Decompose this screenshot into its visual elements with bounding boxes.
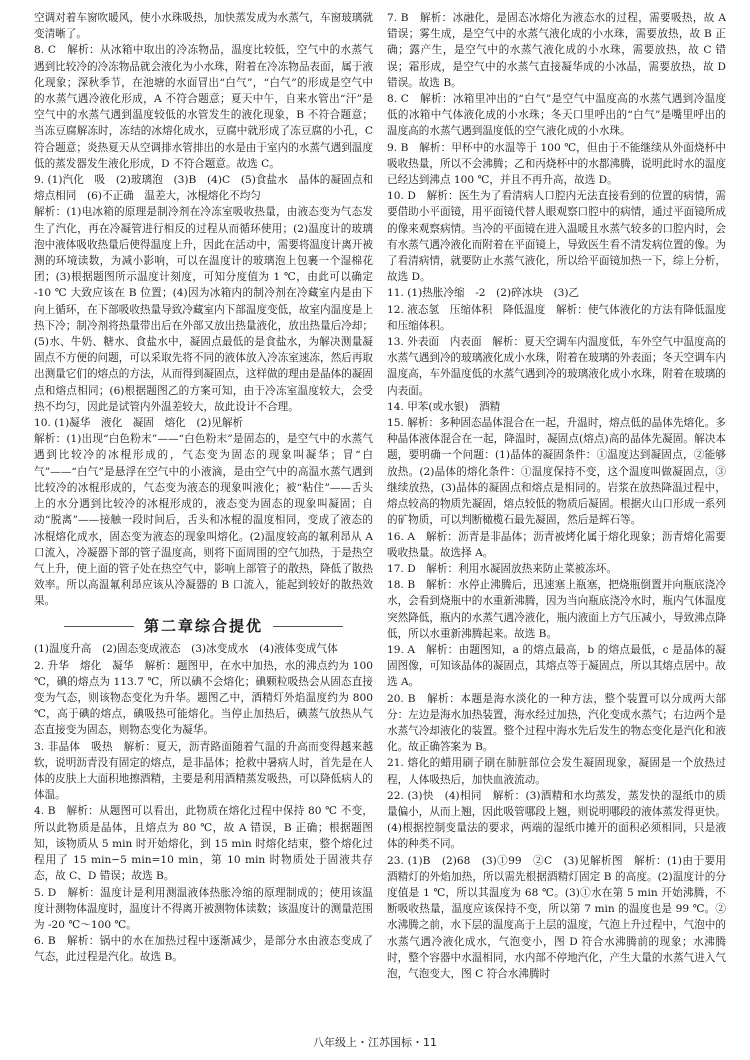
answer-22: 22. (3)快 (4)相同 解析：(3)酒精和水均蒸发，蒸发快的湿纸巾的质量偏小，从而上翘，因此吸管哪段上翘，则说明哪段的液体蒸发得更快。(4)根据控制变量法的要求，两端的湿纸巾摊开的面积必须相同，只是液体的种类不同。 — [387, 789, 726, 851]
answer-9-b: 9. B 解析：甲杯中的水温等于 100 ℃，但由于不能继续从外面烧杯中吸收热量，所以不会沸腾；乙和丙烧杯中的水都沸腾，说明此时水的温度已经达到沸点 100 ℃，并且不再升高，故选 D。 — [387, 141, 726, 187]
answer-21: 21. 熔化的蜡用刷子刷在肺脏部位会发生凝固现象，凝固是一个放热过程，人体吸热后，加快血液流动。 — [387, 757, 726, 786]
right-column — [387, 10, 726, 1030]
answer-20: 20. B 解析：本题是海水淡化的一种方法，整个装置可以分成两大部分：左边是海水加热装置，海水经过加热，汽化变成水蒸气；右边两个是水蒸气冷却液化的装置。整个过程中海水先后发生的物态变化是汽化和液化。故正确答案为 B。 — [387, 692, 726, 754]
answer-6: 6. B 解析：锅中的水在加热过程中逐渐减少，是部分水由液态变成了气态，此过程是汽化。故选 B。 — [34, 935, 373, 964]
answer-text: 空调对着车窗吹暖风，使小水珠吸热，加快蒸发成为水蒸气，车窗玻璃就变清晰了。 — [34, 12, 373, 41]
answer-12: 12. 液态氢 压缩体积 降低温度 解析：使气体液化的方法有降低温度和压缩体积。 — [387, 303, 726, 332]
answer-8: 8. C 解析：从冰箱中取出的冷冻物品，温度比较低，空气中的水蒸气遇到比较冷的冷冻物品就会液化为小水珠，附着在冷冻物品表面，属于液化现象；深秋季节，在池塘的水面冒出“白气”，“白气”的形成是空气中的水蒸气遇冷液化形成，A 不符合题意；夏天中午，自来水管出“汗”是空气中的水蒸气遇到温度较低的水管发生的液化现象，B 不符合题意；当冻豆腐解冻时，冻结的冰熔化成水，豆腐中就形成了冻豆腐的小孔，C 符合题意；炎热夏天从空调排水管排出的水是由于室内的水蒸气遇到温度低的蒸发器发生液化形成，D 不符合题意。故选 C。 — [34, 44, 373, 170]
answer-23: 23. (1)B (2)68 (3)①99 ②C (3)见解析图 解析：(1)由于要用酒精灯的外焰加热，所以需先根据酒精灯固定 B 的高度。(2)温度计的分度值是 1 ℃，所以其温度为 68 ℃。(3)①水在第 5 min 开始沸腾，不断吸收热量，温度应该保持不变，所以第 7 min 的温度也是 99 ℃。②水沸腾之前，水下层的温度高于上层的温度，气泡上升过程中，气泡中的水蒸气遇冷液化成水，气泡变小，图 D 符合水沸腾前的现象；水沸腾时，整个容器中水温相同，水内部不停地汽化，产生大量的水蒸气进入气泡，气泡变大，图 C 符合水沸腾时 — [387, 854, 726, 980]
answer-15: 15. 解析：多种固态晶体混合在一起，升温时，熔点低的晶体先熔化。多种晶体液体混合在一起，降温时，凝固点(熔点)高的晶体先凝固。解决本题，要明确一个问题：(1)晶体的凝固条件：①温度达到凝固点，②能够放热。(2)晶体的熔化条件：①温度保持不变，这个温度叫做凝固点，③继续放热，(3)晶体的凝固点和熔点是相同的。岩浆在放热降温过程中，熔点较高的物质先凝固，熔点较低的物质后凝固。根据火山口形成一系列的矿物质，可以判断橄榄石最先凝固，然后是辉石等。 — [387, 417, 726, 527]
answer-5: 5. D 解析：温度计是利用测温液体热胀冷缩的原理制成的；使用该温度计测物体温度时，温度计不得离开被测物体读数；该温度计的测量范围为 -20 ℃～100 ℃。 — [34, 886, 373, 931]
answer-17: 17. D 解析：利用水凝固放热来防止菜被冻坏。 — [387, 562, 617, 575]
left-column — [34, 10, 373, 1030]
answer-3: 3. 非晶体 吸热 解析：夏天，沥青路面随着气温的升高而变得越来越软，说明沥青没有固定的熔点，是非晶体；抢救中暑病人时，首先是在人体的皮肤上大面积地擦酒精，主要是利用酒精蒸发吸热，可以降低病人的体温。 — [34, 740, 373, 802]
answer-2: 2. 升华 熔化 凝华 解析：题图甲，在水中加热，水的沸点约为 100 ℃，碘的熔点为 113.7 ℃，所以碘不会熔化；碘颗粒吸热会从固态直接变为气态，则该物态变化为升华。题图乙中，酒精灯外焰温度约为 800 ℃，高于碘的熔点，碘吸热可能熔化。当停止加热后，碘蒸气放热从气态直接变为固态，则物态变化为凝华。 — [34, 659, 373, 737]
answer-10-explanation: 解析：(1)出现“白色粉末”——“白色粉末”是固态的，是空气中的水蒸气遇到比较冷的冰棍形成的，气态变为固态的现象叫凝华；冒“白气”——“白气”是悬浮在空气中的小液滴，是由空气中的高温水蒸气遇到比较冷的冰棍形成的，气态变为液态的现象叫液化；被“粘住”——舌头上的水分遇到比较冷的冰棍形成的，液态变为固态的现象叫凝固；自动“脱离”——接触一段时间后，舌头和冰棍的温度相同，变成了液态的冰棍熔化成水，固态变为液态的现象叫熔化。(2)温度较高的氟利昂从 A 口流入，冷凝器下部的管子温度高，则将下面周围的空气加热，于是热空气上升，使上面的管子处在热空气中，影响上部管子的散热，降低了散热效率。所以高温氟利昂应该从冷凝器的 B 口流入，能起到较好的散热效果。 — [34, 433, 373, 608]
answer-10-b: 10. D 解析：医生为了看清病人口腔内无法直接看到的位置的病情，需要借助小平面镜，用平面镜代替人眼观察口腔中的病情，通过平面镜所成的像来观察病情。当冷的平面镜在进入温暖且水蒸气较多的口腔内时，会有水蒸气遇冷液化而附着在平面镜上，导致医生看不清发病位置的像。为了看清病情，就要防止水蒸气液化，所以给平面镜加热一下，综上分析，故选 D。 — [387, 190, 726, 284]
answer-7: 7. B 解析：冰融化，是固态冰熔化为液态水的过程，需要吸热，故 A 错误；雾生成，是空气中的水蒸气液化成的小水珠，需要放热，故 B 正确；露产生，是空气中的水蒸气液化成的小水珠，需要放热，故 C 错误；霜形成，是空气中的水蒸气直接凝华成的小冰晶，需要放热，故 D 错误。故选 B。 — [387, 12, 726, 89]
answer-1: (1)温度升高 (2)固态变成液态 (3)冰变成水 (4)液体变成气体 — [34, 643, 338, 656]
answer-11: 11. (1)热胀冷缩 -2 (2)碎冰块 (3)乙 — [387, 287, 580, 300]
answer-9: 9. (1)汽化 吸 (2)玻璃泡 (3)B (4)C (5)食盐水 晶体的凝固点和熔点相同 (6)不正确 温差大，冰棍熔化不均匀 — [34, 174, 373, 203]
answer-13: 13. 外表面 内表面 解析：夏天空调车内温度低，车外空气中温度高的水蒸气遇到冷的玻璃液化成小水珠，附着在玻璃的外表面；冬天空调车内温度高，车外温度低的水蒸气遇到冷的玻璃液化成小水珠，附着在玻璃的内表面。 — [387, 336, 726, 397]
answer-16: 16. A 解析：沥青是非晶体；沥青被烤化属于熔化现象；沥青熔化需要吸收热量。故选择 A。 — [387, 530, 726, 559]
answer-10: 10. (1)凝华 液化 凝固 熔化 (2)见解析 — [34, 417, 244, 430]
page-footer: 八年级上・江苏国标・11 — [313, 1036, 437, 1049]
answer-19: 19. A 解析：由题图知，a 的熔点最高，b 的熔点最低，c 是晶体的凝固图像，可知该晶体的凝固点，其熔点等于凝固点，所以其熔点居中。故选 A。 — [387, 643, 726, 689]
section-title: 第二章综合提优 — [34, 615, 373, 638]
two-column-body — [34, 10, 726, 1030]
answer-4: 4. B 解析：从题图可以看出，此物质在熔化过程中保持 80 ℃ 不变，所以此物质是晶体，且熔点为 80 ℃，故 A 错误，B 正确；根据题图知，该物质从 5 min 时开始熔化，到 15 min 时熔化结束，整个熔化过程用了 15 min−5 min=10 min，第 10 min 时物质处于固液共存态，故 C、D 错误；故选 B。 — [34, 805, 373, 883]
answer-9-explanation: 解析：(1)电冰箱的原理是制冷剂在冷冻室吸收热量，由液态变为气态发生了汽化，再在冷凝管进行相反的过程从而循环使用；(2)温度计的玻璃泡中液体吸收热量后使得温度上升，因此在活动中，需要将温度计离开被测的环境读数，为减小影响，可以在温度计的玻璃泡上包裹一个湿棉花团；(3)根据题图所示温度计刻度，可知分度值为 1 ℃，由此可以确定 -10 ℃ 大致应该在 B 位置；(4)因为冰箱内的制冷剂在冷藏室内是由下向上循环，在下部吸收热量导致冷藏室内下部温度变低，故室内温度是上热下冷；制冷剂将热量带出后在外部又放出热量液化，放出热量后冷却；(5)水、牛奶、糖水、食盐水中，凝固点最低的是食盐水，为解决测量凝固点不方便的问题，可以采取先将不同的液体放入冷冻室速冻，然后再取出测量它们的熔点的方法，从而得到凝固点，这样做的理由是晶体的凝固点和熔点相同；(6)根据题图乙的方案可知，由于冷冻室温度较大，会受热不均匀，因此是试管内外温差较大，故此设计不合理。 — [34, 206, 373, 413]
answer-14: 14. 甲苯(或水银) 酒精 — [387, 400, 501, 413]
answer-8-b: 8. C 解析：冰箱里冲出的“白气”是空气中温度高的水蒸气遇到冷温度低的冰箱中气体液化成的小水珠；冬天口里呼出的“白气”是嘴里呼出的温度高的水蒸气遇到温度低的空气液化成的小水珠。 — [387, 93, 726, 138]
answer-18: 18. B 解析：水停止沸腾后，迅速塞上瓶塞，把烧瓶倒置并向瓶底浇冷水，会看到烧瓶中的水重新沸腾，因为当向瓶底浇冷水时，瓶内气体温度突然降低，瓶内的水蒸气遇冷液化，瓶内液面上方气压减小，导致沸点降低，所以水重新沸腾起来。故选 B。 — [387, 579, 726, 640]
